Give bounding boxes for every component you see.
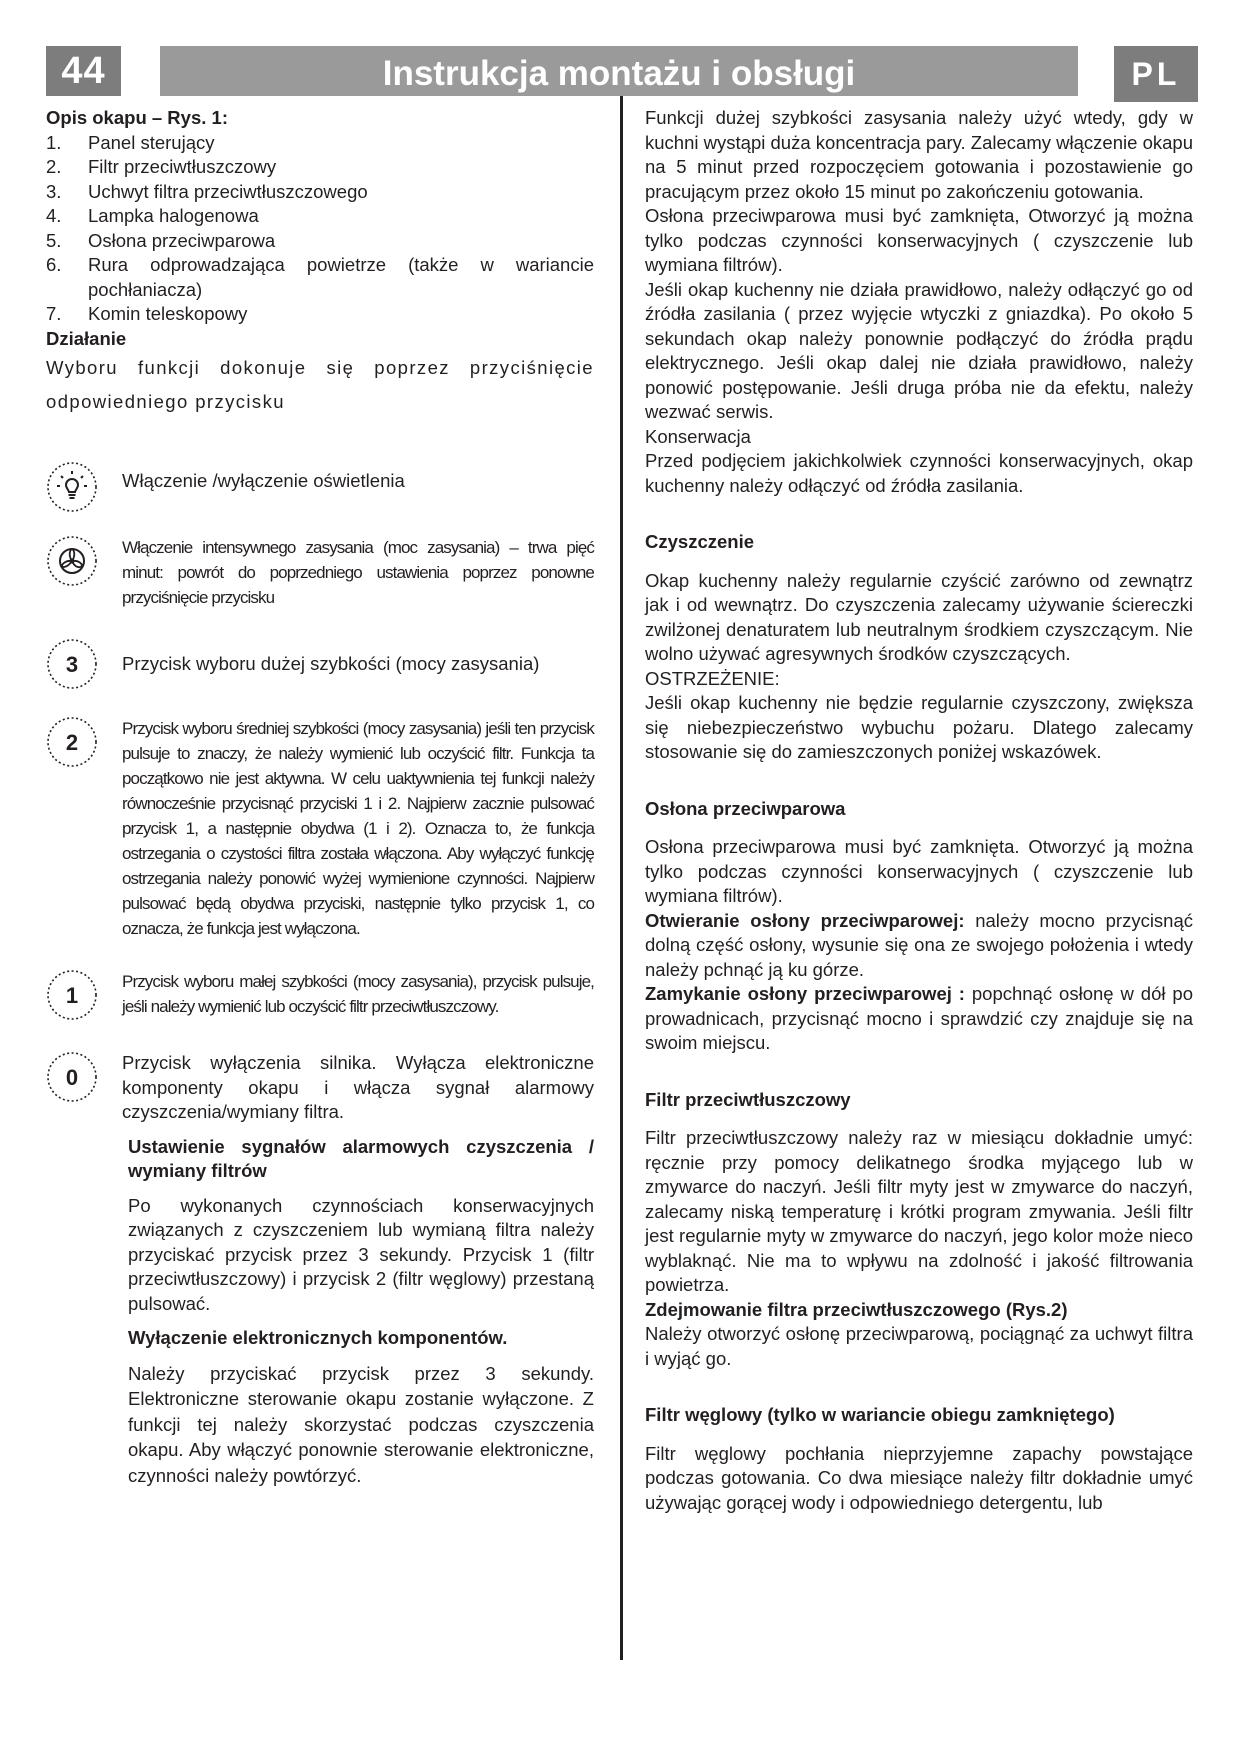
electronics-text: Należy przyciskać przycisk przez 3 sekundy. Elektroniczne sterowanie okapu zostanie wyłączone. Z funkcji tej należy skorzystać podczas czyszczenia okapu. Aby włączyć ponownie sterowanie elektroniczne, czynności należy powtórzyć.	[128, 1362, 594, 1486]
alarm-section	[128, 1135, 594, 1489]
maintenance-text: Przed podjęciem jakichkolwiek czynności konserwacyjnych, okap kuchenny należy odłączyć od źródła zasilania.	[645, 450, 1193, 496]
medium-speed-button-row	[46, 716, 594, 941]
list-item: 4. Lampka halogenowa	[46, 205, 259, 226]
page-number: 44	[46, 46, 121, 96]
list-item: 5. Osłona przeciwparowa	[46, 229, 276, 251]
boost-button-row	[46, 535, 594, 610]
title-bar	[160, 46, 1078, 96]
button-3-icon	[46, 638, 98, 690]
maintenance-label: Konserwacja	[645, 425, 751, 447]
low-speed-button-row	[46, 969, 594, 1021]
parts-list	[46, 131, 594, 327]
warning-text: Jeśli okap kuchenny nie będzie regularnie czyszczony, zwiększa się niebezpieczeństwo wybuchu pożaru. Dlatego zalecamy stosowanie się do zamieszczonych poniżej wskazówek.	[645, 692, 1193, 762]
warning-label: OSTRZEŻENIE:	[645, 667, 780, 689]
operation-heading: Działanie	[46, 327, 127, 349]
fan-icon	[46, 535, 98, 587]
carbon-filter-text: Filtr węglowy pochłania nieprzyjemne zapachy powstające podczas gotowania. Co dwa miesiące należy filtr dokładnie umyć używając gorącej wody i odpowiedniego detergentu, lub	[645, 1442, 1193, 1513]
button-0-glyph: 0	[65, 1065, 79, 1090]
grease-filter-text: Filtr przeciwtłuszczowy należy raz w miesiącu dokładnie umyć: ręcznie przy pomocy delikatnego środka myjącego lub w zmywarce do naczyń. Jeśli filtr myty jest w zmywarce do naczyń, zalecamy niską temperaturę i krótki program zmywania. Jeśli filtr jest regularnie myty w zmywarce do naczyń, jego kolor może nieco wyblaknąć. Nie ma to wpływu na zdolność i jakość filtrowania powietrza.	[645, 1127, 1193, 1295]
list-item: 1. Panel sterujący	[46, 131, 215, 153]
cleaning-heading: Czyszczenie	[645, 531, 754, 552]
shield-text: Osłona przeciwparowa musi być zamknięta. Otworzyć ją można tylko podczas czynności konserwacyjnych ( czyszczenie lub wymiana filtrów).	[645, 836, 1193, 906]
light-bulb-icon	[46, 461, 98, 513]
list-item: 7. Komin teleskopowy	[46, 303, 248, 324]
button-1-icon	[46, 969, 98, 1021]
button-3-glyph: 3	[65, 652, 79, 677]
right-column	[645, 106, 1193, 1515]
opening-text: należy mocno przycisnąć dolną część osłony, wysunie się ona ze swojego położenia i wtedy należy pchnąć ją ku górze.	[645, 909, 1194, 980]
intro-text-3: Jeśli okap kuchenny nie działa prawidłowo, należy odłączyć go od źródła zasilania ( przez wyjęcie wtyczki z gniazdka). Po około 5 sekundach okap należy ponownie podłączyć do źródła prądu elektrycznego. Jeśli okap dalej nie działa prawidłowo, należy ponowić postępowanie. Jeśli druga próba nie da efektu, należy wezwać serwis.	[645, 278, 1193, 422]
motor-off-button-text: Przycisk wyłączenia silnika. Wyłącza elektroniczne komponenty okapu i włącza sygnał alarmowy czyszczenia/wymiany filtra.	[122, 1052, 594, 1122]
intro-text-1: Funkcji dużej szybkości zasysania należy użyć wtedy, gdy w kuchni wystąpi duża koncentracja pary. Zalecamy włączenie okapu na 5 minut przed rozpoczęciem gotowania i pozostawienie go pracującym przez około 15 minut po zakończeniu gotowania.	[645, 107, 1193, 202]
closing-label: Zamykanie osłony przeciwparowej :	[645, 983, 965, 1004]
parts-heading: Opis okapu – Rys. 1:	[46, 107, 228, 128]
button-0-icon	[46, 1051, 98, 1103]
high-speed-button-row	[46, 638, 594, 690]
filter-removal-heading: Zdejmowanie filtra przeciwtłuszczowego (Rys.2)	[645, 1298, 1068, 1320]
button-2-icon	[46, 716, 98, 768]
button-1-glyph: 1	[65, 983, 79, 1008]
low-speed-button-text: Przycisk wyboru małej szybkości (mocy zasysania), przycisk pulsuje, jeśli należy wymienić lub oczyścić filtr przeciwtłuszczowy.	[122, 972, 594, 1016]
opening-paragraph	[645, 909, 1193, 983]
alarm-text: Po wykonanych czynnościach konserwacyjnych związanych z czyszczeniem lub wymianą filtra należy przyciskać przycisk przez 3 sekundy. Przycisk 1 (filtr przeciwtłuszczowy) i przycisk 2 (filtr węglowy) przestaną pulsować.	[128, 1194, 594, 1314]
motor-off-button-row	[46, 1051, 594, 1125]
closing-paragraph	[645, 982, 1193, 1056]
closing-text: popchnąć osłonę w dół po prowadnicach, przycisnąć mocno i sprawdzić czy znajduje się na swoim miejscu.	[645, 983, 1193, 1053]
shield-heading: Osłona przeciwparowa	[645, 797, 846, 819]
opening-label: Otwieranie osłony przeciwparowej:	[645, 909, 965, 931]
list-item: 3. Uchwyt filtra przeciwtłuszczowego	[46, 180, 368, 202]
cleaning-text: Okap kuchenny należy regularnie czyścić zarówno od zewnątrz jak i od wewnątrz. Do czyszczenia zalecamy używanie ściereczki zwilżonej denaturatem lub neutralnym środkiem czyszczącym. Nie wolno używać agresywnych środków czyszczących.	[645, 569, 1193, 664]
operation-text: Wyboru funkcji dokonuje się poprzez przyciśnięcie odpowiedniego przycisku	[46, 357, 594, 412]
list-item: 6. Rura odprowadzająca powietrze (także w wariancie pochłaniacza)	[46, 254, 594, 300]
left-column	[46, 106, 594, 1488]
grease-filter-heading: Filtr przeciwtłuszczowy	[645, 1088, 851, 1110]
page-title: Instrukcja montażu i obsługi	[382, 54, 856, 93]
column-divider	[620, 96, 623, 1660]
light-button-row	[46, 461, 594, 513]
light-button-text: Włączenie /wyłączenie oświetlenia	[122, 470, 405, 491]
high-speed-button-text: Przycisk wyboru dużej szybkości (mocy zasysania)	[122, 653, 540, 674]
intro-text-2: Osłona przeciwparowa musi być zamknięta, Otworzyć ją można tylko podczas czynności konserwacyjnych ( czyszczenie lub wymiana filtrów).	[645, 205, 1193, 275]
alarm-heading: Ustawienie sygnałów alarmowych czyszczenia / wymiany filtrów	[128, 1135, 594, 1181]
medium-speed-button-text: Przycisk wyboru średniej szybkości (mocy zasysania) jeśli ten przycisk pulsuje to znaczy, że należy wymienić lub oczyścić filtr. Funkcja ta początkowo nie jest aktywna. W celu uaktywnienia tej funkcji należy równocześnie przycisnąć przyciski 1 i 2. Najpierw zacznie pulsować przycisk 1, a następnie obydwa (1 i 2). Oznacza to, że funkcja ostrzegania o czystości filtra została włączona. Aby wyłączyć funkcję ostrzegania należy ponowić wyżej wymienione czynności. Najpierw pulsować będą obydwa przyciski, następnie tylko przycisk 1, co oznacza, że funkcja jest wyłączona.	[122, 719, 594, 938]
list-item: 2. Filtr przeciwtłuszczowy	[46, 156, 277, 177]
electronics-heading: Wyłączenie elektronicznych komponentów.	[128, 1327, 508, 1348]
boost-button-text: Włączenie intensywnego zasysania (moc zasysania) – trwa pięć minut: powrót do poprzedniego ustawienia poprzez ponowne przyciśnięcie przycisku	[122, 538, 594, 607]
filter-removal-text: Należy otworzyć osłonę przeciwparową, pociągnąć za uchwyt filtra i wyjąć go.	[645, 1323, 1193, 1369]
button-2-glyph: 2	[65, 730, 79, 755]
carbon-filter-heading: Filtr węglowy (tylko w wariancie obiegu zamkniętego)	[645, 1404, 1115, 1425]
language-badge: PL	[1114, 46, 1198, 102]
